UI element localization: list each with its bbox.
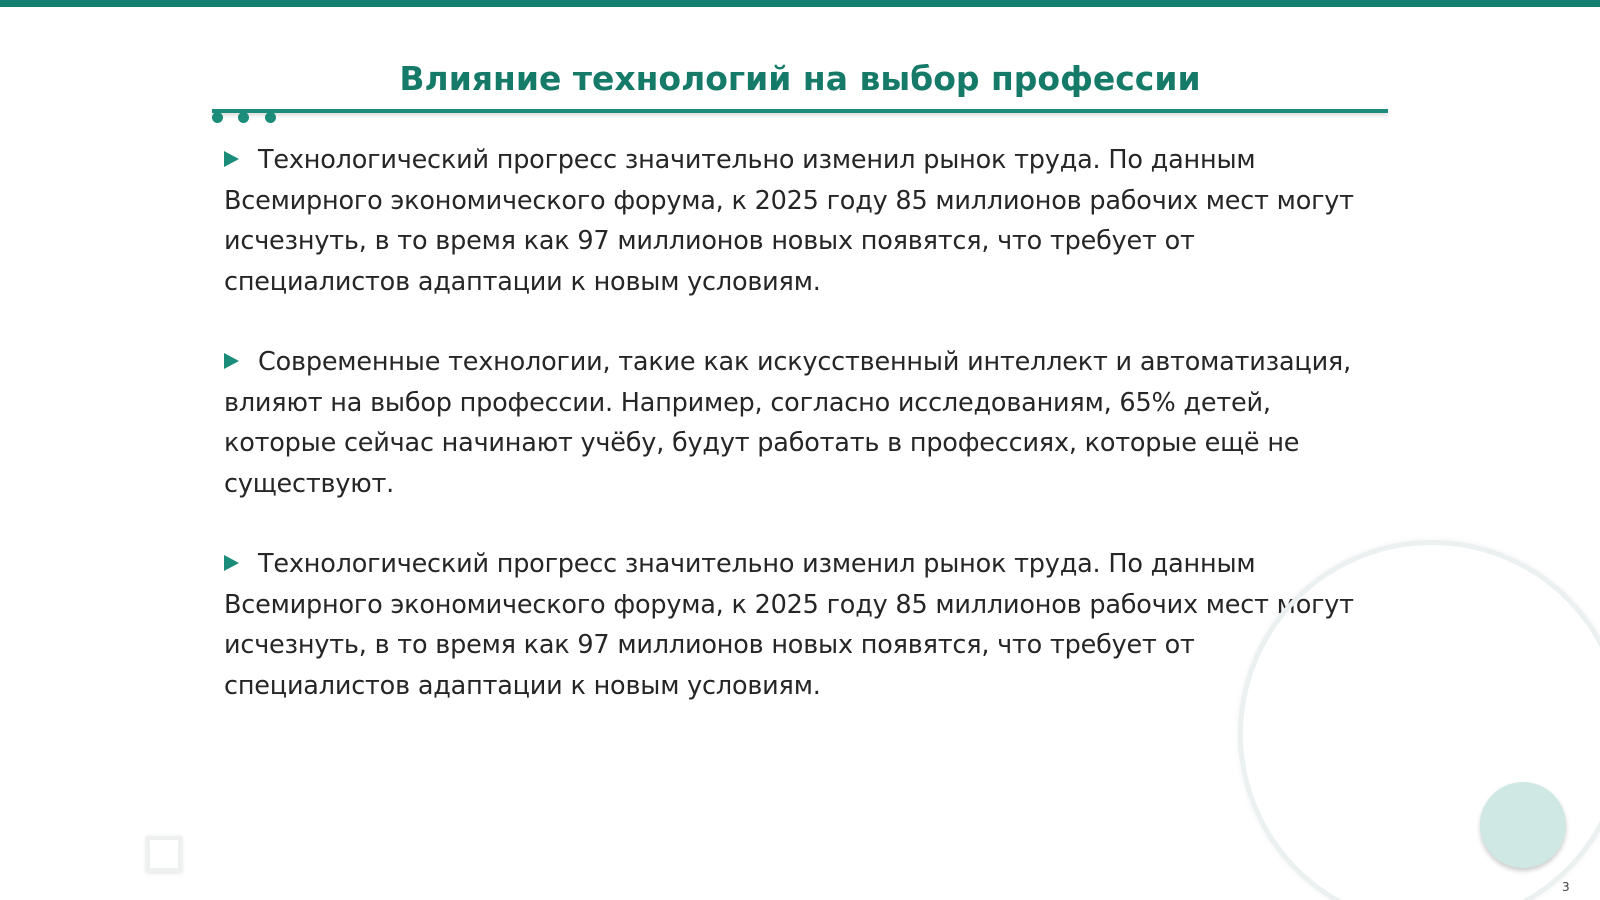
bullet-text: Технологический прогресс значительно изменил рынок труда. По данным Всемирного экономического форума, к 2025 году 85 миллионов рабочих мест могут исчезнуть, в то время как 97 миллионов новых появятся, что требует от специалистов адаптации к новым условиям.: [224, 145, 1354, 297]
bullet-item: [224, 140, 1354, 302]
triangle-right-icon: [224, 555, 239, 571]
bullet-item: [224, 544, 1354, 706]
bullet-text: Современные технологии, такие как искусственный интеллект и автоматизация, влияют на выбор профессии. Например, согласно исследованиям, 65% детей, которые сейчас начинают учёбу, будут работать в профессиях, которые ещё не существуют.: [224, 347, 1351, 499]
decorative-circle: [1480, 782, 1566, 868]
triangle-right-icon: [224, 353, 239, 369]
triangle-right-icon: [224, 151, 239, 167]
top-accent-bar: [0, 0, 1600, 7]
bullet-list: [224, 140, 1354, 746]
slide-title: Влияние технологий на выбор профессии: [399, 59, 1201, 98]
bullet-text: Технологический прогресс значительно изменил рынок труда. По данным Всемирного экономического форума, к 2025 году 85 миллионов рабочих мест могут исчезнуть, в то время как 97 миллионов новых появятся, что требует от специалистов адаптации к новым условиям.: [224, 549, 1354, 701]
underline-dot: [212, 112, 223, 123]
bullet-item: [224, 342, 1354, 504]
underline-dot: [265, 112, 276, 123]
underline-dot: [238, 112, 249, 123]
title-underline: [212, 109, 1388, 113]
decorative-square: [146, 836, 182, 872]
page-number: 3: [1562, 880, 1570, 894]
